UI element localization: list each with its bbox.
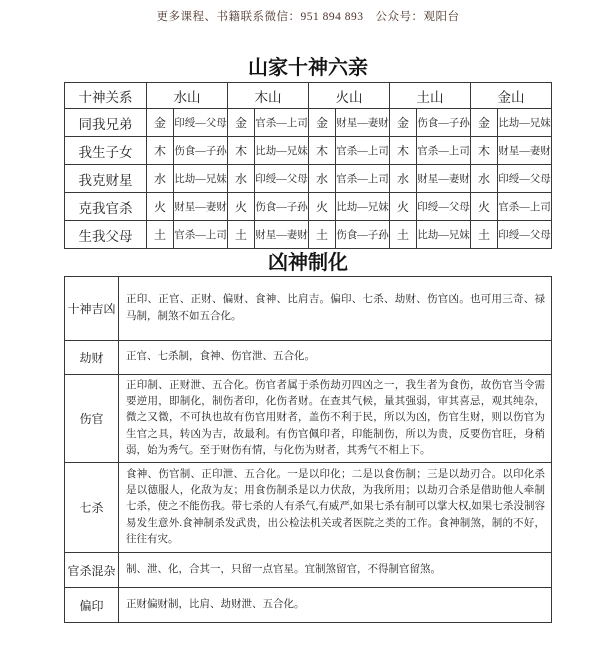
element-cell: 土 bbox=[309, 221, 336, 249]
element-cell: 土 bbox=[390, 221, 417, 249]
element-cell: 水 bbox=[471, 165, 498, 193]
row-label-cell: 伤官 bbox=[65, 375, 119, 463]
table2-row-ten-gods bbox=[65, 277, 552, 341]
relation-cell: 官杀—上司 bbox=[336, 165, 390, 193]
element-cell: 火 bbox=[309, 193, 336, 221]
relation-cell: 官杀—上司 bbox=[417, 137, 471, 165]
col-header-fire-mountain: 火山 bbox=[309, 83, 390, 109]
relation-cell: 财星—妻财 bbox=[498, 137, 552, 165]
element-cell: 金 bbox=[471, 109, 498, 137]
table1-row-wealth bbox=[65, 165, 552, 193]
element-cell: 木 bbox=[147, 137, 174, 165]
relation-cell: 印绶—父母 bbox=[498, 165, 552, 193]
row-text-cell: 正印、正官、正财、偏财、食神、比肩吉。偏印、七杀、劫财、伤官凶。也可用三奇、禄马制，制煞不如五合化。 bbox=[119, 277, 552, 341]
row-text-cell: 正财偏财制，比肩、劫财泄、五合化。 bbox=[119, 588, 552, 623]
section1-title: 山家十神六亲 bbox=[248, 57, 368, 79]
ten-gods-six-relatives-table bbox=[64, 82, 552, 249]
element-cell: 火 bbox=[471, 193, 498, 221]
element-cell: 木 bbox=[228, 137, 255, 165]
section2-title: 凶神制化 bbox=[268, 252, 348, 274]
relation-cell: 官杀—上司 bbox=[336, 137, 390, 165]
relation-cell: 印绶—父母 bbox=[498, 221, 552, 249]
element-cell: 金 bbox=[390, 109, 417, 137]
element-cell: 土 bbox=[471, 221, 498, 249]
relation-cell: 印绶—父母 bbox=[417, 193, 471, 221]
relation-cell: 伤食—子孙 bbox=[417, 109, 471, 137]
element-cell: 水 bbox=[309, 165, 336, 193]
relation-cell: 比劫—兄妹 bbox=[498, 109, 552, 137]
row-label-cell: 同我兄弟 bbox=[65, 109, 147, 137]
relation-cell: 比劫—兄妹 bbox=[174, 165, 228, 193]
element-cell: 金 bbox=[309, 109, 336, 137]
element-cell: 金 bbox=[147, 109, 174, 137]
document-page bbox=[0, 8, 616, 623]
relation-cell: 财星—妻财 bbox=[255, 221, 309, 249]
table1-row-brothers bbox=[65, 109, 552, 137]
col-header-wood-mountain: 木山 bbox=[228, 83, 309, 109]
table1-row-officer bbox=[65, 193, 552, 221]
row-label-cell: 七杀 bbox=[65, 463, 119, 553]
relation-cell: 伤食—子孙 bbox=[174, 137, 228, 165]
element-cell: 金 bbox=[228, 109, 255, 137]
row-text-cell: 制、泄、化，合其一，只留一点官星。宜制煞留官，不得制官留煞。 bbox=[119, 553, 552, 588]
table1-row-parents bbox=[65, 221, 552, 249]
col-header-water-mountain: 水山 bbox=[147, 83, 228, 109]
relation-cell: 官杀—上司 bbox=[255, 109, 309, 137]
evil-god-control-table bbox=[64, 276, 552, 623]
element-cell: 火 bbox=[390, 193, 417, 221]
table2-row-indirect-seal bbox=[65, 588, 552, 623]
corner-header-cell: 十神关系 bbox=[65, 83, 147, 109]
element-cell: 土 bbox=[228, 221, 255, 249]
table1-row-children bbox=[65, 137, 552, 165]
row-label-cell: 偏印 bbox=[65, 588, 119, 623]
row-label-cell: 官杀混杂 bbox=[65, 553, 119, 588]
row-text-cell: 正官、七杀制，食神、伤官泄、五合化。 bbox=[119, 341, 552, 375]
table2-row-hurting-officer bbox=[65, 375, 552, 463]
relation-cell: 财星—妻财 bbox=[417, 165, 471, 193]
row-label-cell: 生我父母 bbox=[65, 221, 147, 249]
relation-cell: 印绶—父母 bbox=[174, 109, 228, 137]
element-cell: 火 bbox=[147, 193, 174, 221]
row-label-cell: 我生子女 bbox=[65, 137, 147, 165]
relation-cell: 伤食—子孙 bbox=[255, 193, 309, 221]
col-header-metal-mountain: 金山 bbox=[471, 83, 552, 109]
table1-header-row bbox=[65, 83, 552, 109]
element-cell: 木 bbox=[309, 137, 336, 165]
table2-row-seven-killings bbox=[65, 463, 552, 553]
table2-row-mixed-officer-killings bbox=[65, 553, 552, 588]
relation-cell: 印绶—父母 bbox=[255, 165, 309, 193]
element-cell: 水 bbox=[228, 165, 255, 193]
row-label-cell: 十神吉凶 bbox=[65, 277, 119, 341]
relation-cell: 比劫—兄妹 bbox=[336, 193, 390, 221]
row-text-cell: 食神、伤官制、正印泄、五合化。一是以印化；二是以食伤制；三是以劫刃合。以印化杀是以德服人，化敌为友；用食伤制杀是以力伏敌，为我所用；以劫刃合杀是借助他人牵制七杀，使之不能伤我。带七杀的人有杀气,有威严,如果七杀有制可以掌大权,如果七杀没制容易发生意外.食神制杀发武贵，出公检法机关或者医院之类的工作。食神制煞，制的不好，往往有灾。 bbox=[119, 463, 552, 553]
relation-cell: 官杀—上司 bbox=[498, 193, 552, 221]
relation-cell: 伤食—子孙 bbox=[336, 221, 390, 249]
col-header-earth-mountain: 土山 bbox=[390, 83, 471, 109]
element-cell: 木 bbox=[471, 137, 498, 165]
row-label-cell: 克我官杀 bbox=[65, 193, 147, 221]
element-cell: 火 bbox=[228, 193, 255, 221]
header-contact-line: 更多课程、书籍联系微信：951 894 893 公众号：观阳台 bbox=[156, 11, 460, 23]
table2-row-rob-wealth bbox=[65, 341, 552, 375]
row-label-cell: 劫财 bbox=[65, 341, 119, 375]
relation-cell: 比劫—兄妹 bbox=[255, 137, 309, 165]
row-label-cell: 我克财星 bbox=[65, 165, 147, 193]
element-cell: 水 bbox=[147, 165, 174, 193]
element-cell: 水 bbox=[390, 165, 417, 193]
relation-cell: 财星—妻财 bbox=[336, 109, 390, 137]
relation-cell: 官杀—上司 bbox=[174, 221, 228, 249]
element-cell: 土 bbox=[147, 221, 174, 249]
relation-cell: 财星—妻财 bbox=[174, 193, 228, 221]
element-cell: 木 bbox=[390, 137, 417, 165]
row-text-cell: 正印制、正财泄、五合化。伤官者属于杀伤劫刃四凶之一，我生者为食伤，故伤官当令需要逆用，即制化，制伤者印，化伤者财。在查其气候，量其强弱，审其喜忌，观其纯杂，微之又微，不可执也故有伤官用财者，盖伤不利于民，所以为凶，伤官生财，则以伤官为生官之具，转凶为吉，故最利。有伤官佩印者，印能制伤，所以为贵，反要伤官旺，身稍弱，始为秀气。至于财伤有情，与化伤为财者，其秀气不相上下。 bbox=[119, 375, 552, 463]
relation-cell: 比劫—兄妹 bbox=[417, 221, 471, 249]
